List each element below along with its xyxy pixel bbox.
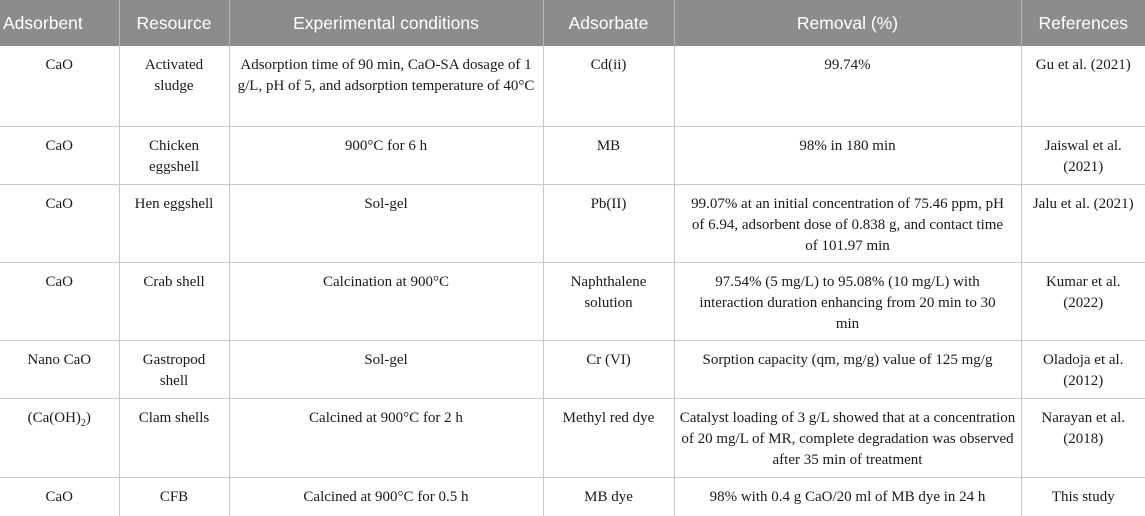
- conditions-cell: Calcined at 900°C for 2 h: [229, 399, 543, 478]
- adsorbate-cell: Naphthalene solution: [543, 263, 674, 341]
- adsorbent-cell: CaO: [0, 127, 119, 185]
- adsorbent-cell: [0, 399, 119, 478]
- resource-cell: Clam shells: [119, 399, 229, 478]
- adsorbate-cell: Cd(ii): [543, 46, 674, 127]
- removal-cell: 98% with 0.4 g CaO/20 ml of MB dye in 24 h: [674, 478, 1021, 516]
- column-header-adsorbate: Adsorbate: [543, 0, 674, 46]
- column-header-adsorbent: Adsorbent: [0, 0, 119, 46]
- removal-cell: Sorption capacity (qm, mg/g) value of 125 mg/g: [674, 341, 1021, 399]
- adsorbent-formula-close: ): [86, 410, 91, 426]
- column-header-experimental-conditions: Experimental conditions: [229, 0, 543, 46]
- table-row: [0, 341, 1145, 399]
- table-row: [0, 46, 1145, 127]
- resource-cell: Chicken eggshell: [119, 127, 229, 185]
- column-header-removal: Removal (%): [674, 0, 1021, 46]
- adsorbate-cell: Cr (VI): [543, 341, 674, 399]
- table-row: [0, 263, 1145, 341]
- removal-cell: 98% in 180 min: [674, 127, 1021, 185]
- conditions-cell: Calcined at 900°C for 0.5 h: [229, 478, 543, 516]
- removal-cell: 99.74%: [674, 46, 1021, 127]
- adsorbent-cell: CaO: [0, 46, 119, 127]
- adsorbent-cell: CaO: [0, 185, 119, 263]
- reference-cell: This study: [1021, 478, 1145, 516]
- column-header-resource: Resource: [119, 0, 229, 46]
- reference-cell: Narayan et al. (2018): [1021, 399, 1145, 478]
- adsorbent-cell: Nano CaO: [0, 341, 119, 399]
- removal-cell: 97.54% (5 mg/L) to 95.08% (10 mg/L) with interaction duration enhancing from 20 min to 30 min: [674, 263, 1021, 341]
- resource-cell: Gastropod shell: [119, 341, 229, 399]
- conditions-cell: 900°C for 6 h: [229, 127, 543, 185]
- resource-cell: CFB: [119, 478, 229, 516]
- reference-cell: Jaiswal et al. (2021): [1021, 127, 1145, 185]
- resource-cell: Hen eggshell: [119, 185, 229, 263]
- table-row: [0, 185, 1145, 263]
- conditions-cell: Sol-gel: [229, 185, 543, 263]
- adsorbate-cell: MB: [543, 127, 674, 185]
- reference-cell: Oladoja et al. (2012): [1021, 341, 1145, 399]
- adsorbate-cell: MB dye: [543, 478, 674, 516]
- adsorbate-cell: Pb(II): [543, 185, 674, 263]
- resource-cell: Crab shell: [119, 263, 229, 341]
- conditions-cell: Adsorption time of 90 min, CaO-SA dosage of 1 g/L, pH of 5, and adsorption temperature of 40°C: [229, 46, 543, 127]
- column-header-references: References: [1021, 0, 1145, 46]
- reference-cell: Kumar et al. (2022): [1021, 263, 1145, 341]
- removal-cell: 99.07% at an initial concentration of 75.46 ppm, pH of 6.94, adsorbent dose of 0.838 g, and contact time of 101.97 min: [674, 185, 1021, 263]
- removal-cell: Catalyst loading of 3 g/L showed that at a concentration of 20 mg/L of MR, complete degradation was observed after 35 min of treatment: [674, 399, 1021, 478]
- adsorbent-formula-subscript: 2: [81, 418, 86, 429]
- adsorbent-cell: CaO: [0, 263, 119, 341]
- table-row: [0, 399, 1145, 478]
- resource-cell: Activated sludge: [119, 46, 229, 127]
- table-row: [0, 478, 1145, 516]
- adsorbent-formula: (Ca(OH): [28, 410, 81, 426]
- adsorbate-cell: Methyl red dye: [543, 399, 674, 478]
- conditions-cell: Sol-gel: [229, 341, 543, 399]
- adsorbent-cell: CaO: [0, 478, 119, 516]
- conditions-cell: Calcination at 900°C: [229, 263, 543, 341]
- reference-cell: Jalu et al. (2021): [1021, 185, 1145, 263]
- table-row: [0, 127, 1145, 185]
- reference-cell: Gu et al. (2021): [1021, 46, 1145, 127]
- header-row: [0, 0, 1145, 46]
